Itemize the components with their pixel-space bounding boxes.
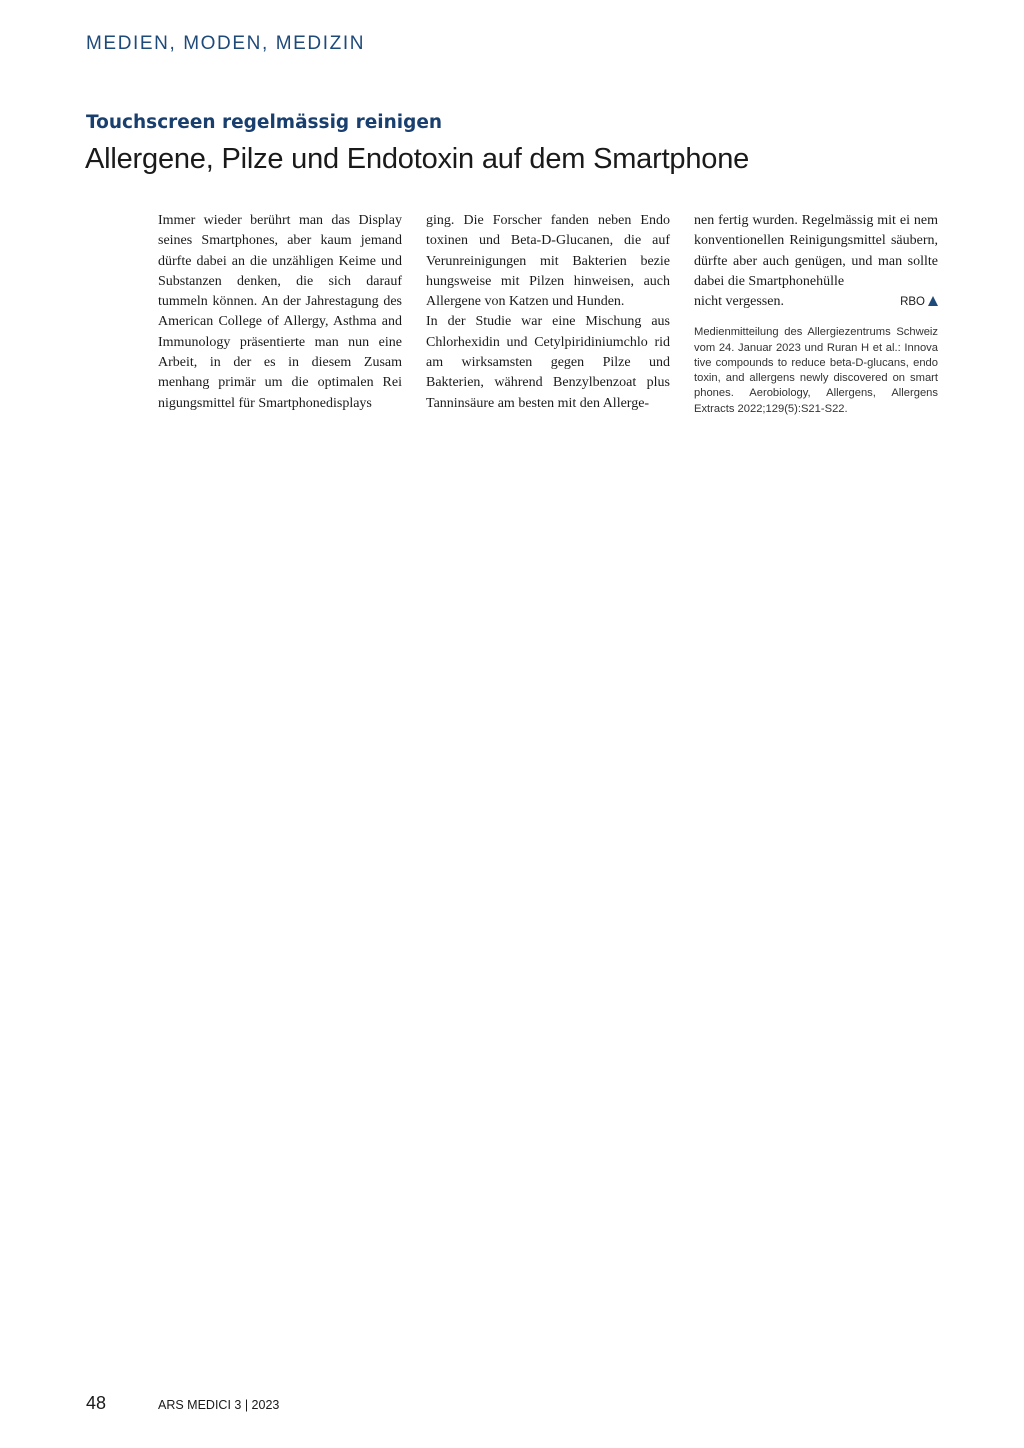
article-kicker: Touchscreen regelmässig reinigen [86, 112, 443, 133]
body-line: seines Smartphones, aber kaum jemand [158, 233, 402, 249]
body-line: Immer wieder berührt man das Display [158, 213, 402, 228]
article-column-1 [158, 211, 402, 414]
author-initials: RBO [900, 296, 925, 309]
body-line: eine Arbeit, in der es in diesem Zusam [158, 334, 402, 371]
author-signature [900, 292, 938, 312]
body-line: In der Studie war eine Mischung aus [426, 314, 670, 330]
closing-line [694, 292, 938, 312]
body-line: Allergene von Katzen und Hunden. [426, 294, 625, 310]
source-line: Medienmitteilung des Allergiezentrums Schweiz [694, 326, 938, 339]
article-column-2 [426, 211, 670, 414]
body-line: säubern, dürfte aber auch genügen, und [694, 233, 938, 269]
article-column-3 [694, 211, 938, 417]
body-line: rid am wirksamsten gegen Pilze und [426, 334, 670, 371]
source-reference [694, 325, 938, 416]
body-line: man sollte dabei die Smartphonehülle [694, 253, 939, 289]
body-line: des American College of Allergy, Asthma [158, 294, 403, 330]
body-line: nen fertig wurden. Regelmässig mit ei [694, 213, 910, 228]
body-line: Tanninsäure am besten mit den Allerge- [426, 395, 650, 411]
source-line: phones. Aerobiology, Allergens, Allergens Extracts [694, 387, 938, 415]
body-line: Bakterien, während Benzylbenzoat plus [426, 375, 670, 391]
article-title: Allergene, Pilze und Endotoxin auf dem Smartphone [85, 143, 750, 175]
triangle-icon [928, 296, 938, 306]
body-line: und Substanzen denken, die sich darauf [158, 253, 402, 289]
section-label: MEDIEN, MODEN, MEDIZIN [86, 33, 366, 54]
body-line: hungsweise mit Pilzen hinweisen, auch [426, 273, 670, 289]
body-line: nem konventionellen Reinigungsmittel [694, 213, 939, 249]
source-line: tive compounds to reduce beta-D-glucans, endo [694, 356, 938, 369]
body-line: menhang primär um die optimalen Rei [158, 375, 402, 391]
body-line: dürfte dabei an die unzähligen Keime [158, 253, 376, 269]
source-line: 2022;129(5):S21-S22. [737, 402, 848, 415]
source-line: toxin, and allergens newly discovered on smart [694, 372, 938, 385]
footer-issue: ARS MEDICI 3 | 2023 [158, 1398, 280, 1412]
body-line: ging. Die Forscher fanden neben Endo [426, 213, 670, 228]
body-line: nigungsmittel für Smartphonedisplays [158, 395, 372, 411]
body-line: and Immunology präsentierte man nun [158, 314, 403, 350]
body-line: nicht vergessen. [694, 294, 784, 310]
page-number: 48 [86, 1393, 107, 1413]
source-line: vom 24. Januar 2023 und Ruran H et al.: Innova [694, 341, 938, 354]
body-line: tummeln können. An der Jahrestagung [158, 294, 379, 310]
body-line: toxinen und Beta-D-Glucanen, die auf [426, 233, 670, 249]
body-line: Chlorhexidin und Cetylpiridiniumchlo [426, 334, 648, 350]
body-line: Verunreinigungen mit Bakterien bezie [426, 253, 670, 269]
